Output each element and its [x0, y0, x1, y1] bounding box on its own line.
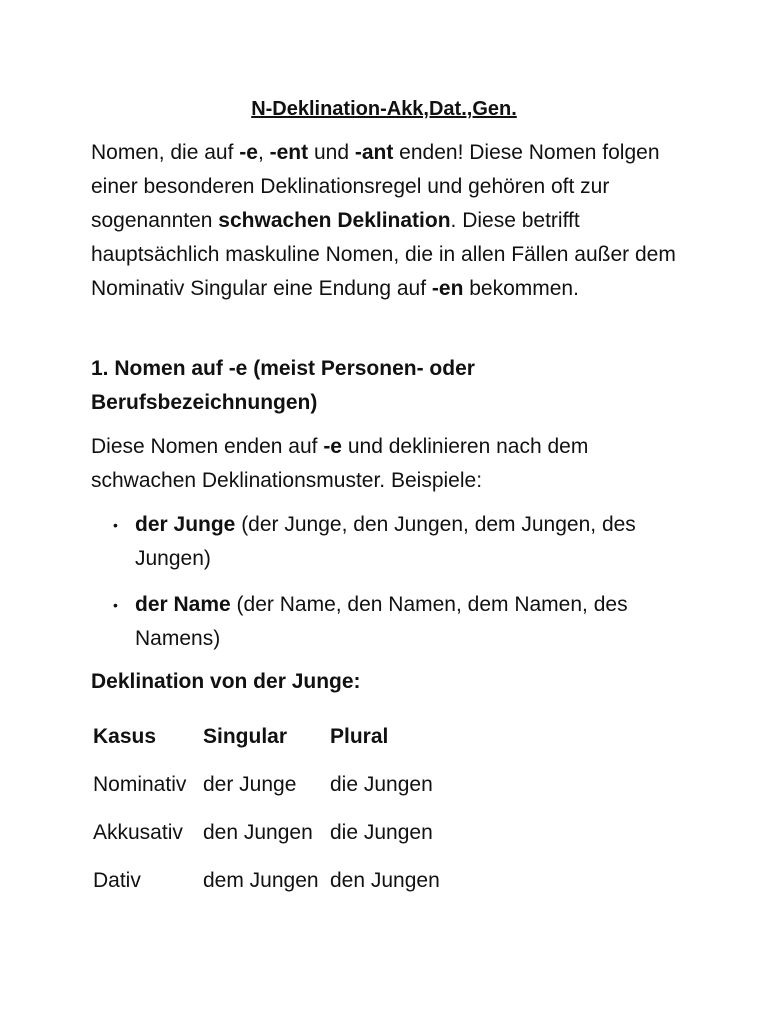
table-cell-plural: den Jungen	[330, 869, 440, 892]
intro-text-1: Nomen, die auf	[91, 141, 240, 164]
table-row	[93, 857, 470, 905]
intro-bold-suffix-en: -en	[431, 277, 464, 300]
table-cell-singular: dem Jungen	[203, 869, 319, 892]
section1-text-2: und deklinieren nach dem schwachen Deklinationsmuster. Beispiele:	[91, 435, 589, 492]
intro-bold-suffix-e: -e	[239, 141, 258, 164]
list-item	[91, 588, 691, 656]
table-cell-plural: die Jungen	[330, 821, 433, 844]
intro-bold-suffix-ent: -ent	[269, 141, 309, 164]
section1-paragraph	[91, 430, 691, 498]
column-header-plural: Plural	[330, 725, 389, 748]
list-item	[91, 508, 691, 576]
declension-heading: Deklination von der Junge:	[91, 670, 361, 693]
bullet-icon: •	[113, 517, 118, 533]
section1-bold-suffix-e: -e	[323, 435, 342, 458]
example-noun: der Junge	[135, 513, 236, 536]
section1-text-1: Diese Nomen enden auf	[91, 435, 324, 458]
table-row	[93, 761, 470, 809]
section-heading-1: 1. Nomen auf -e (meist Personen- oder Berufsbezeichnungen)	[91, 357, 475, 414]
table-cell-kasus: Dativ	[93, 869, 141, 892]
example-noun: der Name	[135, 593, 231, 616]
column-header-singular: Singular	[203, 725, 288, 748]
intro-text-5: . Diese betrifft hauptsächlich maskuline Nomen, die in allen Fällen außer dem Nominativ Singular eine Endung auf	[91, 209, 676, 300]
table-cell-kasus: Nominativ	[93, 773, 187, 796]
intro-text-4: enden! Diese Nomen folgen einer besonderen Deklinationsregel und gehören oft zur sogenannten	[91, 141, 660, 232]
table-cell-singular: den Jungen	[203, 821, 313, 844]
table-header-row	[93, 713, 470, 761]
column-header-kasus: Kasus	[93, 725, 157, 748]
table-cell-kasus: Akkusativ	[93, 821, 183, 844]
document-title: N-Deklination-Akk,Dat.,Gen.	[251, 98, 517, 120]
intro-text-6: bekommen.	[463, 277, 579, 300]
intro-bold-suffix-ant: -ant	[354, 141, 394, 164]
bullet-icon: •	[113, 597, 118, 613]
intro-text-3: und	[308, 141, 355, 164]
table-cell-singular: der Junge	[203, 773, 297, 796]
example-forms: (der Junge, den Jungen, dem Jungen, des Jungen)	[135, 513, 636, 570]
example-forms: (der Name, den Namen, dem Namen, des Namens)	[135, 593, 628, 650]
intro-bold-weak-declension: schwachen Deklination	[218, 209, 451, 232]
table-cell-plural: die Jungen	[330, 773, 433, 796]
intro-paragraph	[91, 136, 691, 306]
table-row	[93, 809, 470, 857]
declension-table	[93, 713, 470, 905]
intro-text-2: ,	[257, 141, 270, 164]
example-list	[91, 508, 691, 668]
